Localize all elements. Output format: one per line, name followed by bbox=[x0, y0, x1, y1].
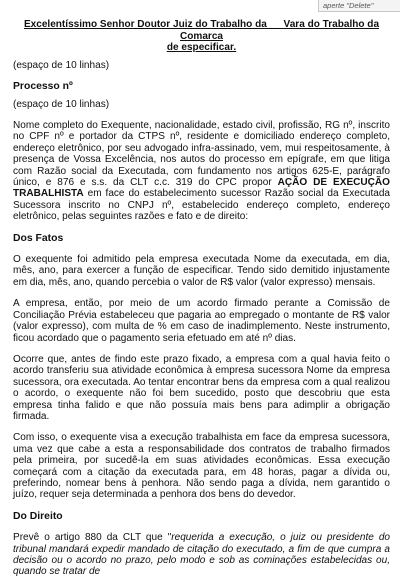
title-line-1: Excelentíssimo Senhor Doutor Juiz do Trabalho da __ Vara do Trabalho da Comarca bbox=[23, 19, 380, 42]
section-heading-direito: Do Direito bbox=[13, 510, 63, 522]
document-title bbox=[13, 19, 390, 54]
intro-text-start: Nome completo do Exequente, nacionalidade, estado civil, profissão, RG nº, inscrito no CPF nº e portador da CTPS nº, residente e domiciliado endereço completo, endereço eletrônico, por seu advogado infra-assinado, vem, mui respeitosamente, à presença de Vossa Excelência, nos autos do processo em epígrafe, em que litiga com Razão social da Executada, com fundamento nos artigos 625-E, parágrafo único, e 876 e s.s. da CLT c.c. 319 do CPC propor bbox=[13, 120, 390, 189]
intro-text-end: em face do estabelecimento sucessor Razão social da Executada Sucessora inscrito no CNPJ nº, estabelecido endereço completo, endereço eletrônico, pelas seguintes razões e fato e de direito: bbox=[13, 188, 390, 223]
direito-quote: requerida a execução, o juiz ou presidente do tribunal mandará expedir mandado de citação do executado, a fim de que cumpra a decisão ou o acordo no prazo, pelo modo e sob as cominações estabelecidas ou, quando se tratar de bbox=[13, 532, 391, 578]
spacing-note: (espaço de 10 linhas) bbox=[13, 98, 110, 110]
direito-text-start: Prevê o artigo 880 da CLT que " bbox=[13, 532, 172, 544]
fatos-paragraph-2: A empresa, então, por meio de um acordo firmado perante a Comissão de Conciliação Prévia estabeleceu que pagaria ao empregado o montante de R$ valor (valor expresso), com multa de % em caso de inadimplemento. Neste instrumento, ficou acordado que o pagamento seria efetuado em até nº dias. bbox=[13, 298, 390, 344]
action-title: AÇÃO DE EXECUÇÃO TRABALHISTA bbox=[13, 177, 390, 200]
document-body bbox=[13, 19, 390, 578]
fatos-paragraph-1: O exequente foi admitido pela empresa executada Nome da executada, em dia, mês, ano, para exercer a função de especificar. Tendo sido demitido injustamente em dia, mês, ano, quando percebia o valor de R$ valor (valor expresso) mensais. bbox=[13, 254, 390, 288]
spacing-note: (espaço de 10 linhas) bbox=[13, 59, 110, 71]
fatos-paragraph-4: Com isso, o exequente visa a execução trabalhista em face da empresa sucessora, uma vez que cabe a esta a responsabilidade dos contratos de trabalho firmados pela primeira, por sucedê-la em suas atividades econômicas. Essa execução começará com a citação da executada para, em 48 horas, pagar a dívida ou, preferindo, nomear bens à penhora. Não sendo paga a dívida, nem garantido o juízo, requer seja determinada a penhora dos bens do devedor. bbox=[13, 432, 390, 501]
section-heading-fatos: Dos Fatos bbox=[13, 232, 64, 244]
fatos-paragraph-3: Ocorre que, antes de findo este prazo fixado, a empresa com a qual havia feito o acordo transferiu sua atividade econômica à empresa sucessora Nome da empresa sucessora, ora executada. Ao tentar encontrar bens da empresa com a qual realizou o acordo, o exequente não foi bem sucedido, posto que descobriu que esta empresa tinha falido e que não possuía mais bens para adimplir a obrigação firmada. bbox=[13, 353, 390, 422]
intro-paragraph bbox=[13, 120, 390, 223]
process-label: Processo nº bbox=[13, 81, 73, 93]
direito-paragraph-1 bbox=[13, 532, 390, 578]
corner-note: aperte "Delete" bbox=[318, 0, 400, 12]
title-line-2: de especificar. bbox=[166, 42, 237, 54]
